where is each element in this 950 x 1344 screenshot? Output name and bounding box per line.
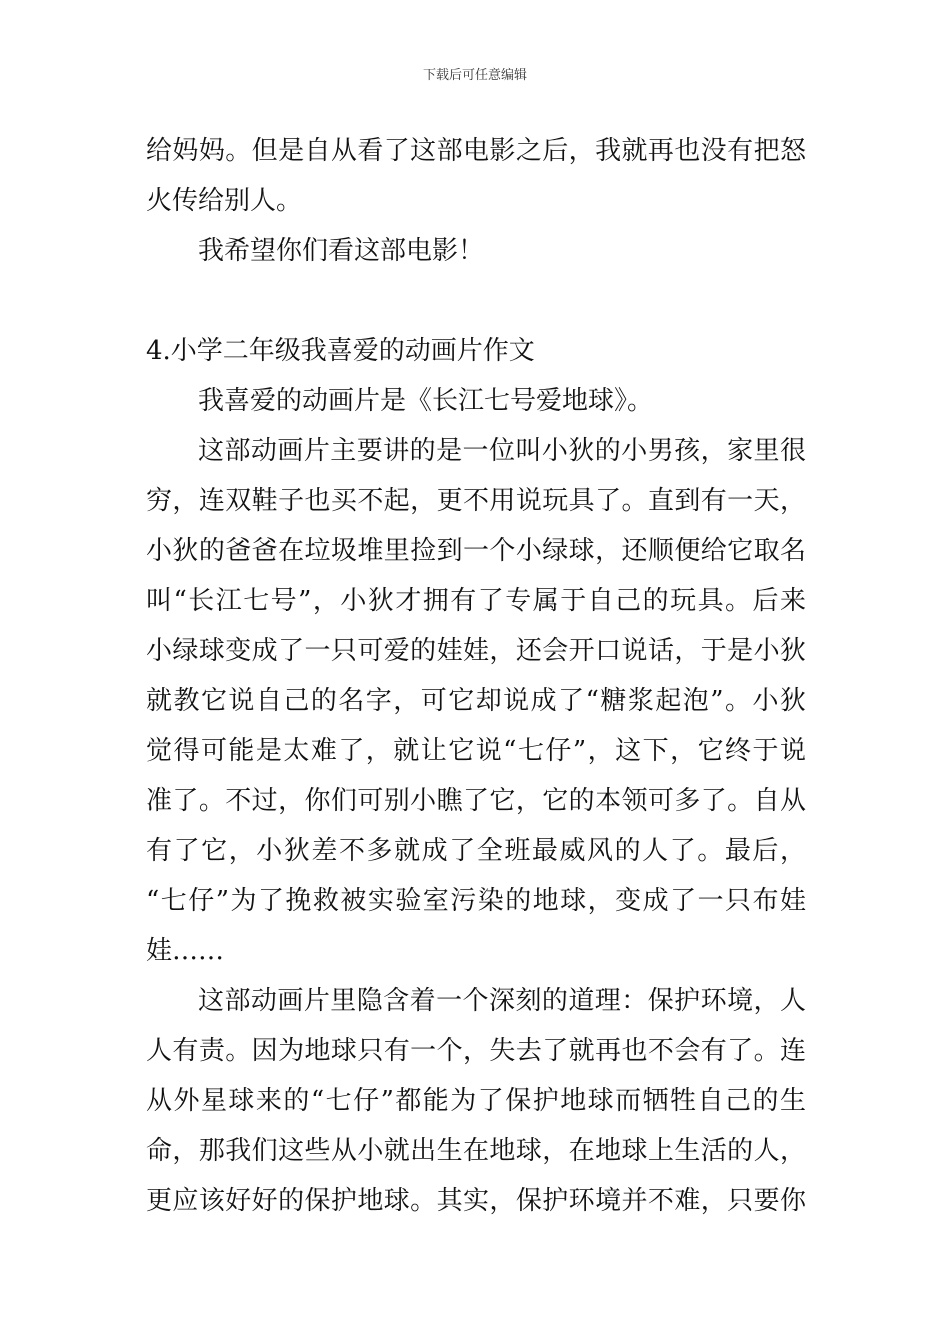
document-body xyxy=(146,126,806,1226)
paragraph-gap xyxy=(146,276,806,326)
text-line: 人有责。因为地球只有一个，失去了就再也不会有了。连 xyxy=(146,1036,806,1066)
text-line: 有了它，小狄差不多就成了全班最威风的人了。最后， xyxy=(146,836,806,866)
text-line: 我喜爱的动画片是《长江七号爱地球》。 xyxy=(198,386,654,416)
text-line: 我希望你们看这部电影！ xyxy=(198,236,485,266)
text-line: 更应该好好的保护地球。其实，保护环境并不难，只要你 xyxy=(146,1186,806,1216)
text-line: 就教它说自己的名字，可它却说成了“糖浆起泡”。小狄 xyxy=(146,686,806,716)
text-line: 这部动画片主要讲的是一位叫小狄的小男孩，家里很 xyxy=(198,436,806,466)
text-line: 觉得可能是太难了，就让它说“七仔”，这下，它终于说 xyxy=(146,736,806,766)
text-line: 从外星球来的“七仔”都能为了保护地球而牺牲自己的生 xyxy=(146,1086,806,1116)
text-line: 准了。不过，你们可别小瞧了它，它的本领可多了。自从 xyxy=(146,786,806,816)
section-heading: 4.小学二年级我喜爱的动画片作文 xyxy=(146,336,535,366)
text-line: 火传给别人。 xyxy=(146,186,303,216)
text-line: 命，那我们这些从小就出生在地球，在地球上生活的人， xyxy=(146,1136,806,1166)
text-line: 这部动画片里隐含着一个深刻的道理：保护环境，人 xyxy=(198,986,806,1016)
text-line: 小绿球变成了一只可爱的娃娃，还会开口说话，于是小狄 xyxy=(146,636,806,666)
text-line: 穷，连双鞋子也买不起，更不用说玩具了。直到有一天， xyxy=(146,486,806,516)
text-line: 娃…… xyxy=(146,936,225,966)
text-line: “七仔”为了挽救被实验室污染的地球，变成了一只布娃 xyxy=(146,886,806,916)
page-header: 下载后可任意编辑 xyxy=(422,68,527,83)
text-line: 给妈妈。但是自从看了这部电影之后，我就再也没有把怒 xyxy=(146,136,806,166)
text-line: 叫“长江七号”，小狄才拥有了专属于自己的玩具。后来 xyxy=(146,586,806,616)
text-line: 小狄的爸爸在垃圾堆里捡到一个小绿球，还顺便给它取名 xyxy=(146,536,806,566)
